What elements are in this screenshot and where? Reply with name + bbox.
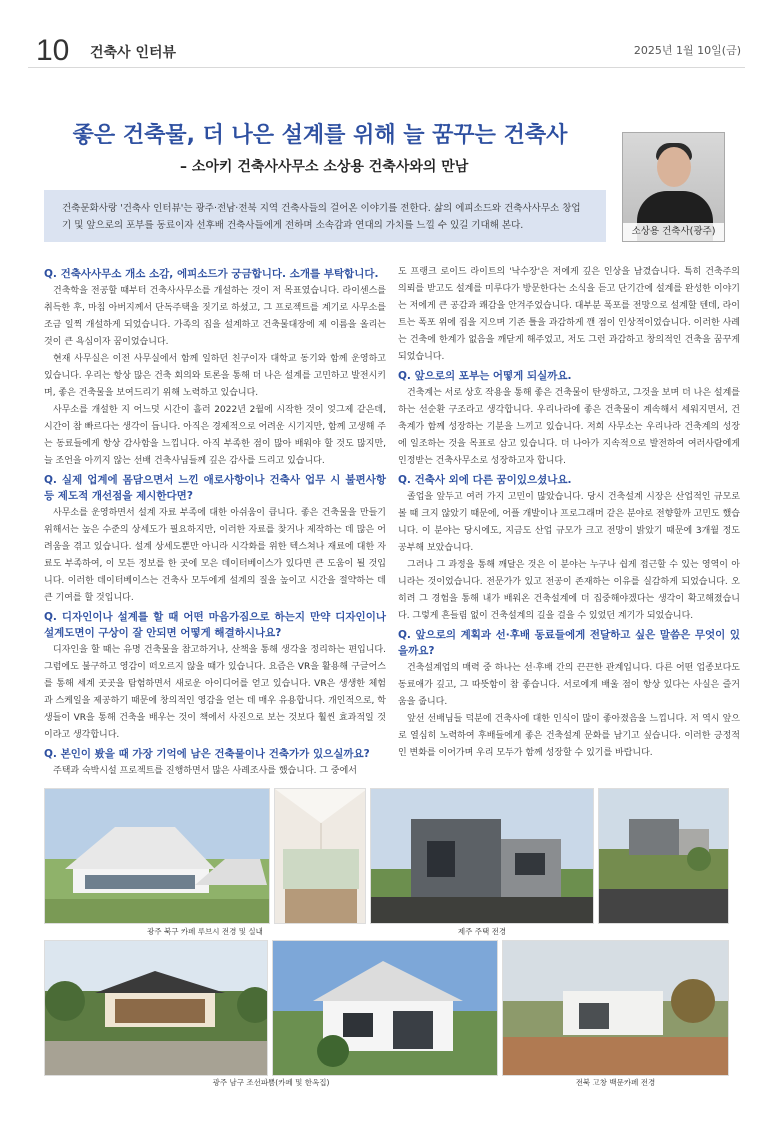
question-heading: Q. 앞으로의 계획과 선·후배 동료들에게 전달하고 싶은 말씀은 무엇이 있을까요? bbox=[398, 629, 740, 657]
article-subtitle: – 소아키 건축사사무소 소상용 건축사와의 만남 bbox=[180, 159, 469, 175]
portrait-caption: 소상용 건축사(광주) bbox=[623, 223, 724, 241]
issue-date: 2025년 1월 10일(금) bbox=[633, 44, 741, 57]
intro-box: 건축문화사랑 '건축사 인터뷰'는 광주·전남·전북 지역 건축사들의 걸어온 이야기를 전한다. 삶의 에피소드와 건축사사무소 창업기 및 앞으로의 포부를 동료이자 선후배 건축사들에게 전하며 소속감과 연대의 가치를 느낄 수 있길 기대해 본다. bbox=[44, 190, 606, 242]
question-heading: Q. 앞으로의 포부는 어떻게 되실까요. bbox=[398, 370, 572, 382]
answer-paragraph: 그러나 그 과정을 통해 깨달은 것은 이 분야는 누구나 쉽게 접근할 수 있는 영역이 아니라는 것이었습니다. 전문가가 있고 전공이 존재하는 이유를 실감하게 되었습니다. 오히려 그 경험을 통해 내가 배워온 건축설계에 더 집중해야겠다는 생각이 확고해졌습니다. 그렇게 흔들림 없이 건축설계의 길을 걸을 수 있었던 계기가 되었습니다. bbox=[398, 560, 740, 621]
caption-gochang-cafe: 전북 고창 백문카페 전경 bbox=[575, 1078, 656, 1087]
answer-paragraph: 사무소를 개설한 지 어느덧 시간이 흘러 2022년 2월에 시작한 것이 엊그제 같은데, 시간이 참 빠르다는 생각이 듭니다. 아직은 경제적으로 어려운 시기지만, 함께 고생해 주는 동료들에게 항상 감사함을 느낍니다. 아직 부족한 점이 많아 배워야 할 것도 많지만, 늘 조언을 아끼지 않는 선배 건축사님들께 깊은 감사를 드리고 있습니다. bbox=[44, 405, 386, 466]
page-number: 10 bbox=[36, 34, 70, 67]
answer-paragraph-continued: 도 프랭크 로이드 라이트의 '낙수장'은 저에게 깊은 인상을 남겼습니다. 특히 건축주의 의뢰를 받고도 설계를 미루다가 방문한다는 소식을 듣고 단기간에 설계를 완성한 이야기는 저에게 큰 공감과 쾌감을 안겨주었습니다. 대부분 폭포를 전망으로 설계할 텐데, 라이트는 폭포 위에 집을 지으며 기존 틀을 과감하게 깬 점이 인상적이었습니다. 이러한 사례는 건축에 한계가 없음을 깨닫게 해주었고, 저도 그런 과감하고 창의적인 건축을 꿈꾸게 되었습니다. bbox=[398, 267, 740, 362]
photo-gallery bbox=[44, 788, 729, 1088]
page-header bbox=[28, 28, 745, 68]
question-heading: Q. 실제 업계에 몸담으면서 느낀 애로사항이나 건축사 업무 시 불편사항 등 제도적 개선점을 제시한다면? bbox=[44, 474, 386, 502]
jeju-house-photo-1 bbox=[370, 788, 594, 924]
namgu-house-photo bbox=[272, 940, 498, 1076]
answer-paragraph: 졸업을 앞두고 여러 가지 고민이 많았습니다. 당시 건축설계 시장은 산업적인 규모로 볼 때 크지 않았기 때문에, 어플 개발이나 프로그래머 같은 분야로 전향할까 고민도 했습니다. 이 분야는 당시에도, 지금도 산업 규모가 크고 전망이 밝았기 때문에 3개월 정도 공부해 보았습니다. bbox=[398, 492, 740, 553]
left-column bbox=[44, 264, 386, 780]
answer-paragraph: 건축계는 서로 상호 작용을 통해 좋은 건축물이 탄생하고, 그것을 보며 더 나은 설계를 하는 선순환 구조라고 생각합니다. 우리나라에 좋은 건축물이 계속해서 세워지면서, 건축계가 함께 성장하는 기분을 느끼고 있습니다. 저희 사무소는 우리나라 건축계의 성장에 일조하는 것을 목표로 삼고 있습니다. 더 나아가 지속적으로 발전하여 여러사람에게 인정받는 건축사무소로 성장하고자 합니다. bbox=[398, 388, 740, 466]
answer-paragraph: 디자인을 할 때는 유명 건축물을 참고하거나, 산책을 통해 생각을 정리하는 편입니다. 그럼에도 불구하고 영감이 떠오르지 않을 때가 있습니다. 요즘은 VR을 활용해 구글어스를 통해 세계 곳곳을 탐험하면서 새로운 아이디어를 얻고 있습니다. VR은 생생한 체험과 스케일을 제공하기 때문에 창의적인 영감을 얻는 데 매우 유용합니다. 개인적으로, 학생들이 VR을 통해 건축을 배우는 것이 책에서 사진으로 보는 것보다 훨씬 효과적일 것이라고 생각합니다. bbox=[44, 645, 386, 740]
answer-paragraph: 현재 사무실은 이전 사무실에서 함께 일하던 친구이자 대학교 동기와 함께 운영하고 있습니다. 우리는 항상 많은 건축 회의와 토론을 통해 더 나은 설계를 고민하고 발전시키며, 좋은 건축물을 보여드리기 위해 노력하고 있습니다. bbox=[44, 354, 386, 398]
cafe-exterior-photo bbox=[44, 788, 270, 924]
caption-namgu-cafe: 광주 남구 조선파쁨(카페 및 한옥집) bbox=[212, 1078, 330, 1087]
jeju-house-photo-2 bbox=[598, 788, 729, 924]
caption-jeju-house: 제주 주택 전경 bbox=[457, 927, 507, 936]
caption-gwangju-cafe: 광주 북구 카페 루브시 전경 및 실내 bbox=[147, 927, 263, 936]
article-title: 좋은 건축물, 더 나은 설계를 위해 늘 꿈꾸는 건축사 bbox=[72, 123, 568, 148]
portrait-face bbox=[657, 147, 691, 187]
hanok-cafe-photo bbox=[44, 940, 268, 1076]
answer-paragraph: 건축설계업의 매력 중 하나는 선·후배 간의 끈끈한 관계입니다. 다른 어떤 업종보다도 동료애가 깊고, 그 따뜻함이 참 좋습니다. 서로에게 배울 점이 항상 있다는 사실은 즐거움을 줍니다. bbox=[398, 663, 740, 707]
answer-paragraph: 주택과 숙박시설 프로젝트를 진행하면서 많은 사례조사를 했습니다. 그 중에서 bbox=[53, 766, 357, 776]
gochang-cafe-photo bbox=[502, 940, 729, 1076]
question-heading: Q. 건축사 외에 다른 꿈이있으셨나요. bbox=[398, 474, 572, 486]
question-heading: Q. 건축사사무소 개소 소감, 에피소드가 궁금합니다. 소개를 부탁합니다. bbox=[44, 268, 379, 280]
question-heading: Q. 디자인이나 설계를 할 때 어떤 마음가짐으로 하는지 만약 디자인이나 설계도면이 구상이 잘 안되면 어떻게 해결하시나요? bbox=[44, 611, 386, 639]
answer-paragraph: 앞선 선배님들 덕분에 건축사에 대한 인식이 많이 좋아졌음을 느낍니다. 저 역시 앞으로 열심히 노력하여 후배들에게 좋은 건축설계 문화를 남기고 싶습니다. 이러한 긍정적인 변화를 이어가며 우리 모두가 함께 성장할 수 있기를 바랍니다. bbox=[398, 714, 740, 758]
section-title: 건축사 인터뷰 bbox=[90, 45, 177, 61]
answer-paragraph: 사무소를 운영하면서 설계 자료 부족에 대한 아쉬움이 큽니다. 좋은 건축물을 만들기 위해서는 높은 수준의 상세도가 필요하지만, 이러한 자료를 찾거나 제작하는 데 많은 어려움을 겪고 있습니다. 설계 상세도뿐만 아니라 시각화를 위한 텍스쳐나 재료에 대한 자료도 부족하여, 이 모든 정보를 한 곳에 모은 데이터베이스가 있다면 큰 도움이 될 것입니다. 이러한 데이터베이스는 건축사 모두에게 설계의 질을 높이고 시간을 절약하는 데 큰 기여를 할 것입니다. bbox=[44, 508, 386, 603]
architect-portrait bbox=[622, 132, 725, 242]
right-column bbox=[398, 264, 740, 762]
cafe-interior-photo bbox=[274, 788, 366, 924]
answer-paragraph: 건축학을 전공할 때부터 건축사사무소를 개설하는 것이 저 목표였습니다. 라이센스를 취득한 후, 마침 아버지께서 단독주택을 짓기로 하셨고, 그 프로젝트를 계기로 사무소를 조금 일찍 개설하게 되었습니다. 가족의 집을 설계하고 건축물대장에 제 이름을 올리는 것이 큰 욕심이자 꿈이었습니다. bbox=[44, 286, 386, 347]
question-heading: Q. 본인이 봤을 때 가장 기억에 남은 건축물이나 건축가가 있으실까요? bbox=[44, 748, 370, 760]
